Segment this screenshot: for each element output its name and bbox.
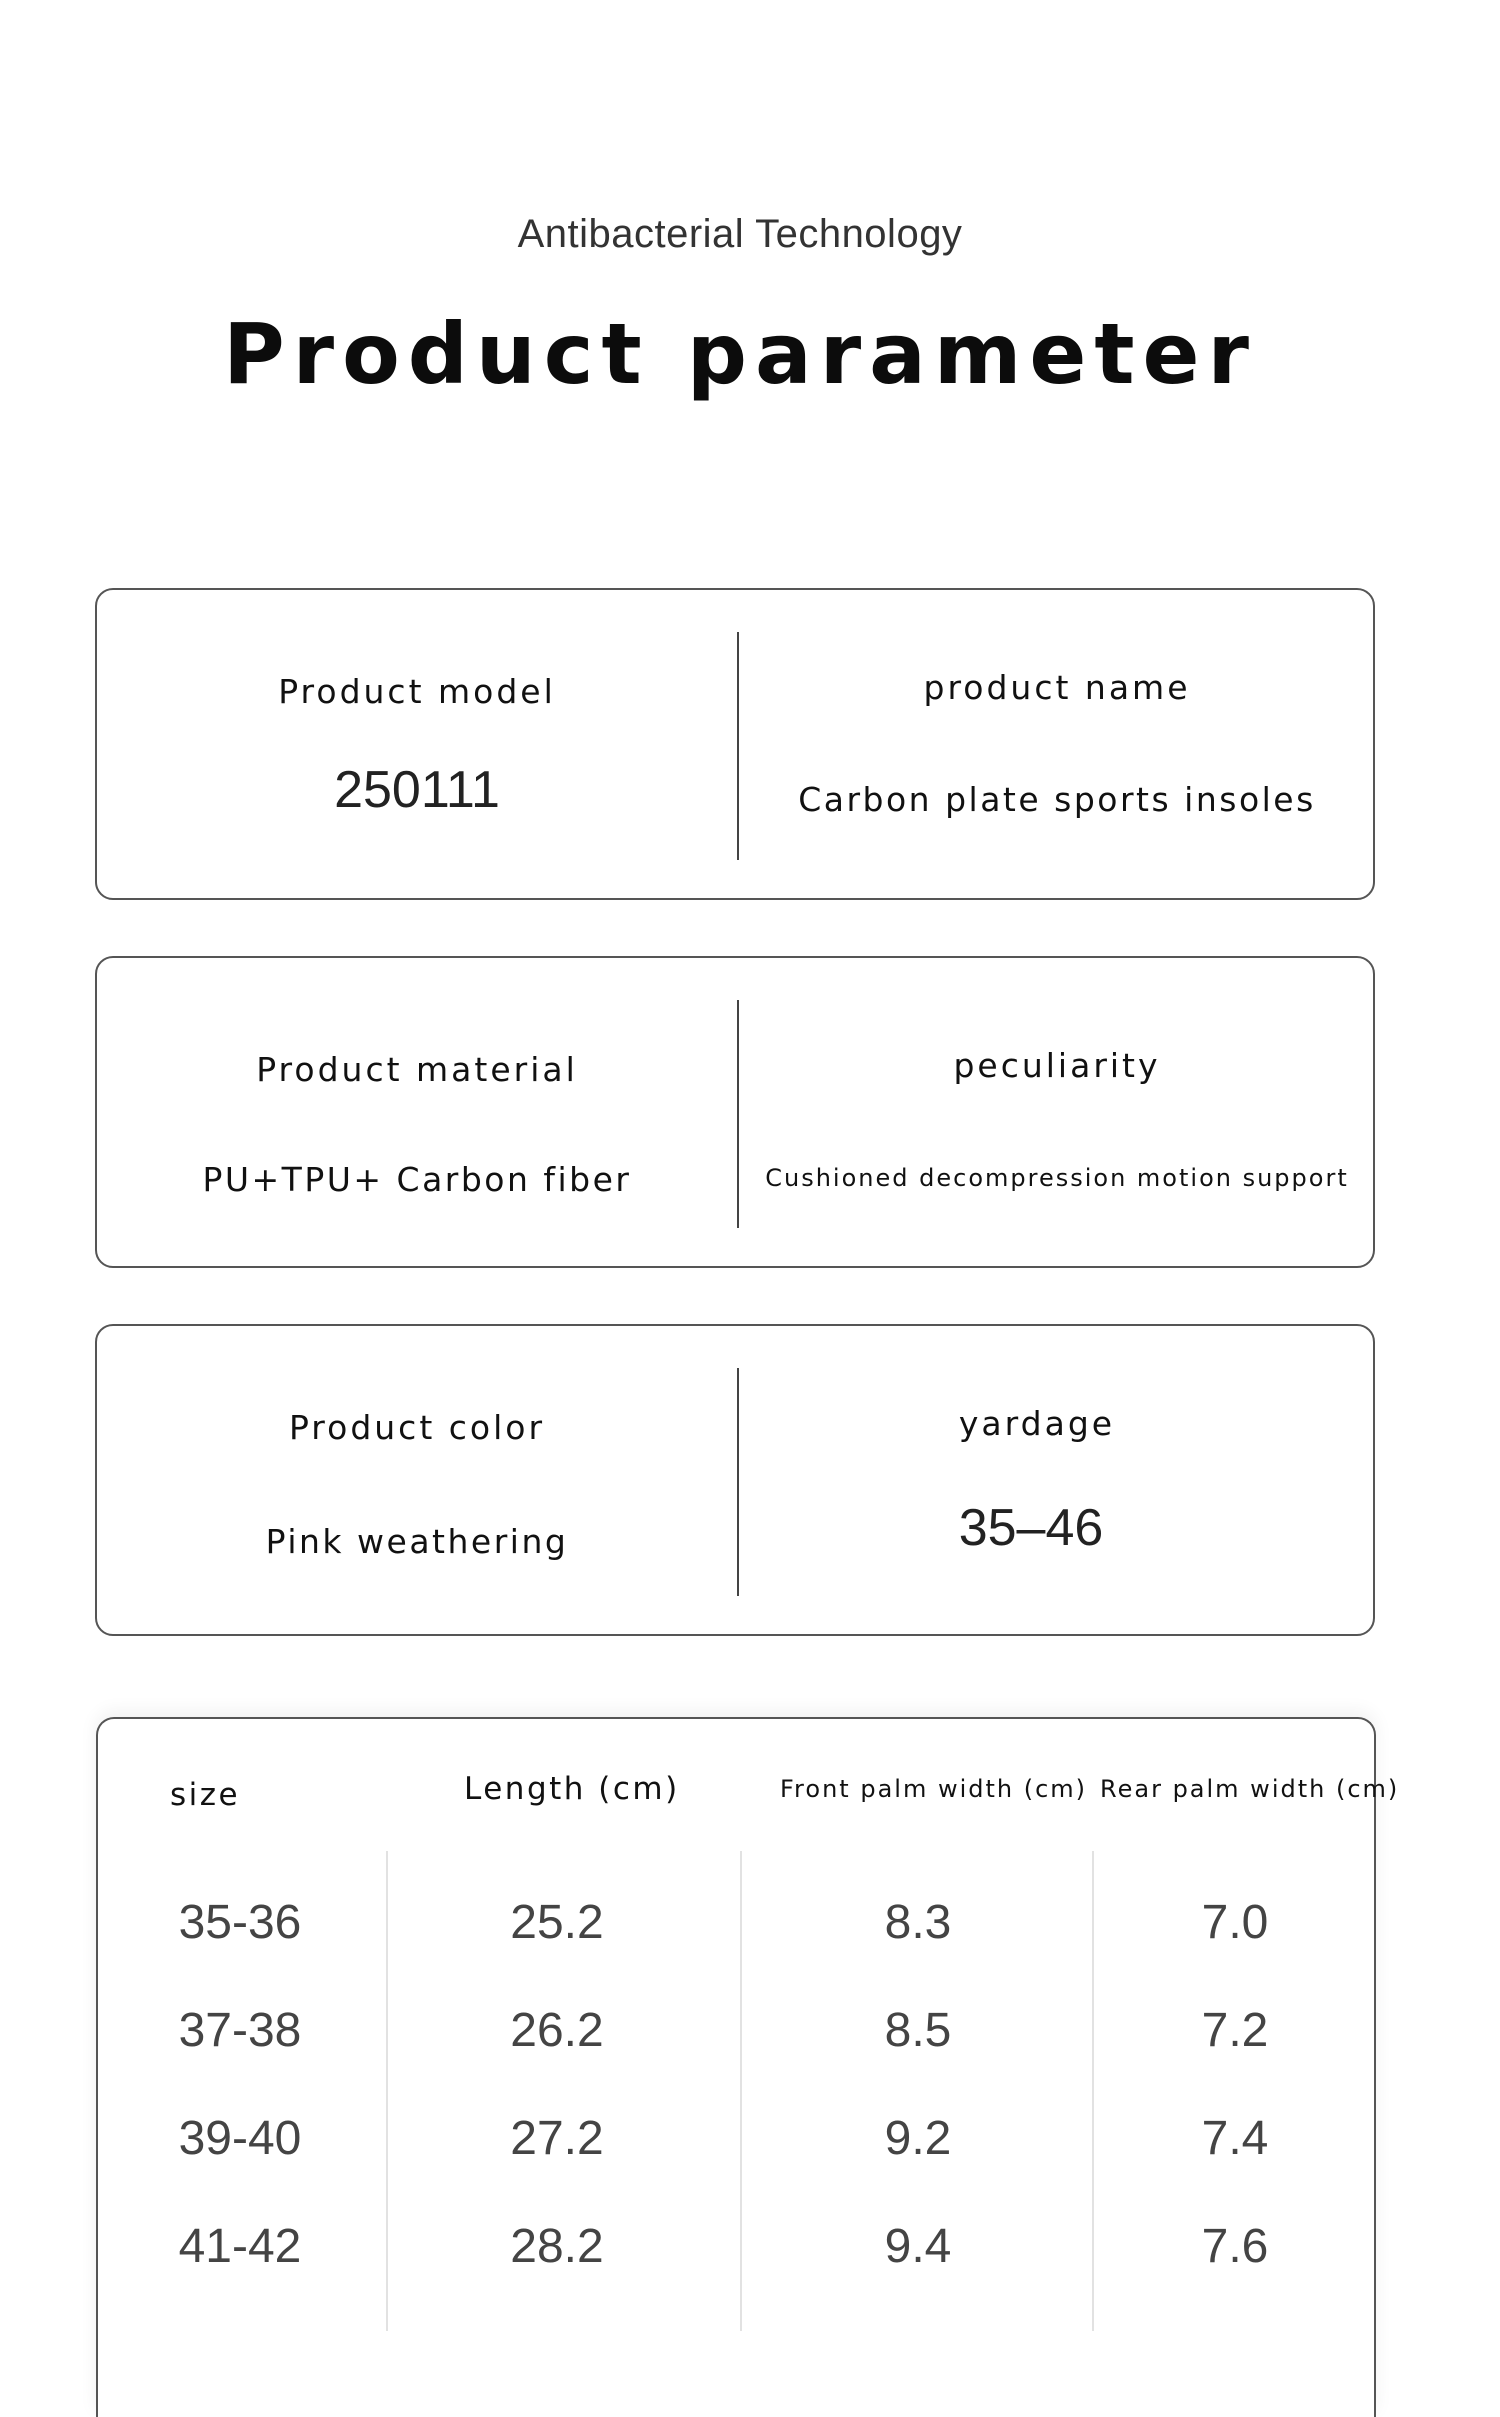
product-material-label: Product material bbox=[256, 1050, 578, 1089]
cell-front-width: 8.3 bbox=[884, 1896, 952, 1949]
product-material-cell bbox=[97, 958, 737, 1266]
table-header-front-palm-width: Front palm width (cm) bbox=[780, 1775, 1088, 1803]
product-color-label: Product color bbox=[288, 1408, 546, 1447]
param-card-model-name bbox=[95, 588, 1375, 900]
peculiarity-label: peculiarity bbox=[953, 1046, 1161, 1085]
yardage-cell bbox=[737, 1326, 1377, 1634]
cell-length: 27.2 bbox=[510, 2112, 604, 2165]
size-table bbox=[96, 1717, 1400, 2417]
product-color-cell bbox=[97, 1326, 737, 1634]
product-name-value: Carbon plate sports insoles bbox=[798, 780, 1316, 819]
cell-rear-width: 7.4 bbox=[1201, 2112, 1269, 2165]
product-model-value: 250111 bbox=[334, 761, 500, 819]
cell-front-width: 9.4 bbox=[884, 2220, 952, 2273]
product-model-cell bbox=[97, 590, 737, 898]
cell-front-width: 8.5 bbox=[884, 2004, 952, 2057]
cell-size: 39-40 bbox=[178, 2112, 302, 2165]
cell-front-width: 9.2 bbox=[884, 2112, 952, 2165]
table-header-length: Length (cm) bbox=[464, 1771, 680, 1807]
cell-size: 35-36 bbox=[178, 1896, 302, 1949]
param-card-color-yardage bbox=[95, 1324, 1375, 1636]
table-header-size: size bbox=[170, 1777, 241, 1813]
cell-rear-width: 7.2 bbox=[1201, 2004, 1269, 2057]
table-header-rear-palm-width: Rear palm width (cm) bbox=[1100, 1775, 1400, 1803]
cell-size: 37-38 bbox=[178, 2004, 302, 2057]
table-row bbox=[98, 2111, 1374, 2219]
yardage-value: 35–46 bbox=[958, 1499, 1104, 1557]
table-row bbox=[98, 2219, 1374, 2327]
yardage-label: yardage bbox=[958, 1404, 1116, 1443]
product-material-value: PU+TPU+ Carbon fiber bbox=[202, 1160, 632, 1199]
cell-length: 25.2 bbox=[510, 1896, 604, 1949]
cell-length: 26.2 bbox=[510, 2004, 604, 2057]
cell-rear-width: 7.0 bbox=[1201, 1896, 1269, 1949]
table-row bbox=[98, 1895, 1374, 2003]
param-card-material-peculiarity bbox=[95, 956, 1375, 1268]
product-color-value: Pink weathering bbox=[265, 1522, 569, 1561]
page-title: Product parameter bbox=[223, 305, 1257, 403]
cell-rear-width: 7.6 bbox=[1201, 2220, 1269, 2273]
subtitle: Antibacterial Technology bbox=[517, 212, 963, 256]
product-name-cell bbox=[737, 590, 1377, 898]
cell-size: 41-42 bbox=[178, 2220, 302, 2273]
peculiarity-value: Cushioned decompression motion support bbox=[765, 1164, 1349, 1192]
product-name-label: product name bbox=[923, 668, 1191, 707]
peculiarity-cell bbox=[737, 958, 1377, 1266]
cell-length: 28.2 bbox=[510, 2220, 604, 2273]
product-model-label: Product model bbox=[278, 672, 556, 711]
table-row bbox=[98, 2003, 1374, 2111]
